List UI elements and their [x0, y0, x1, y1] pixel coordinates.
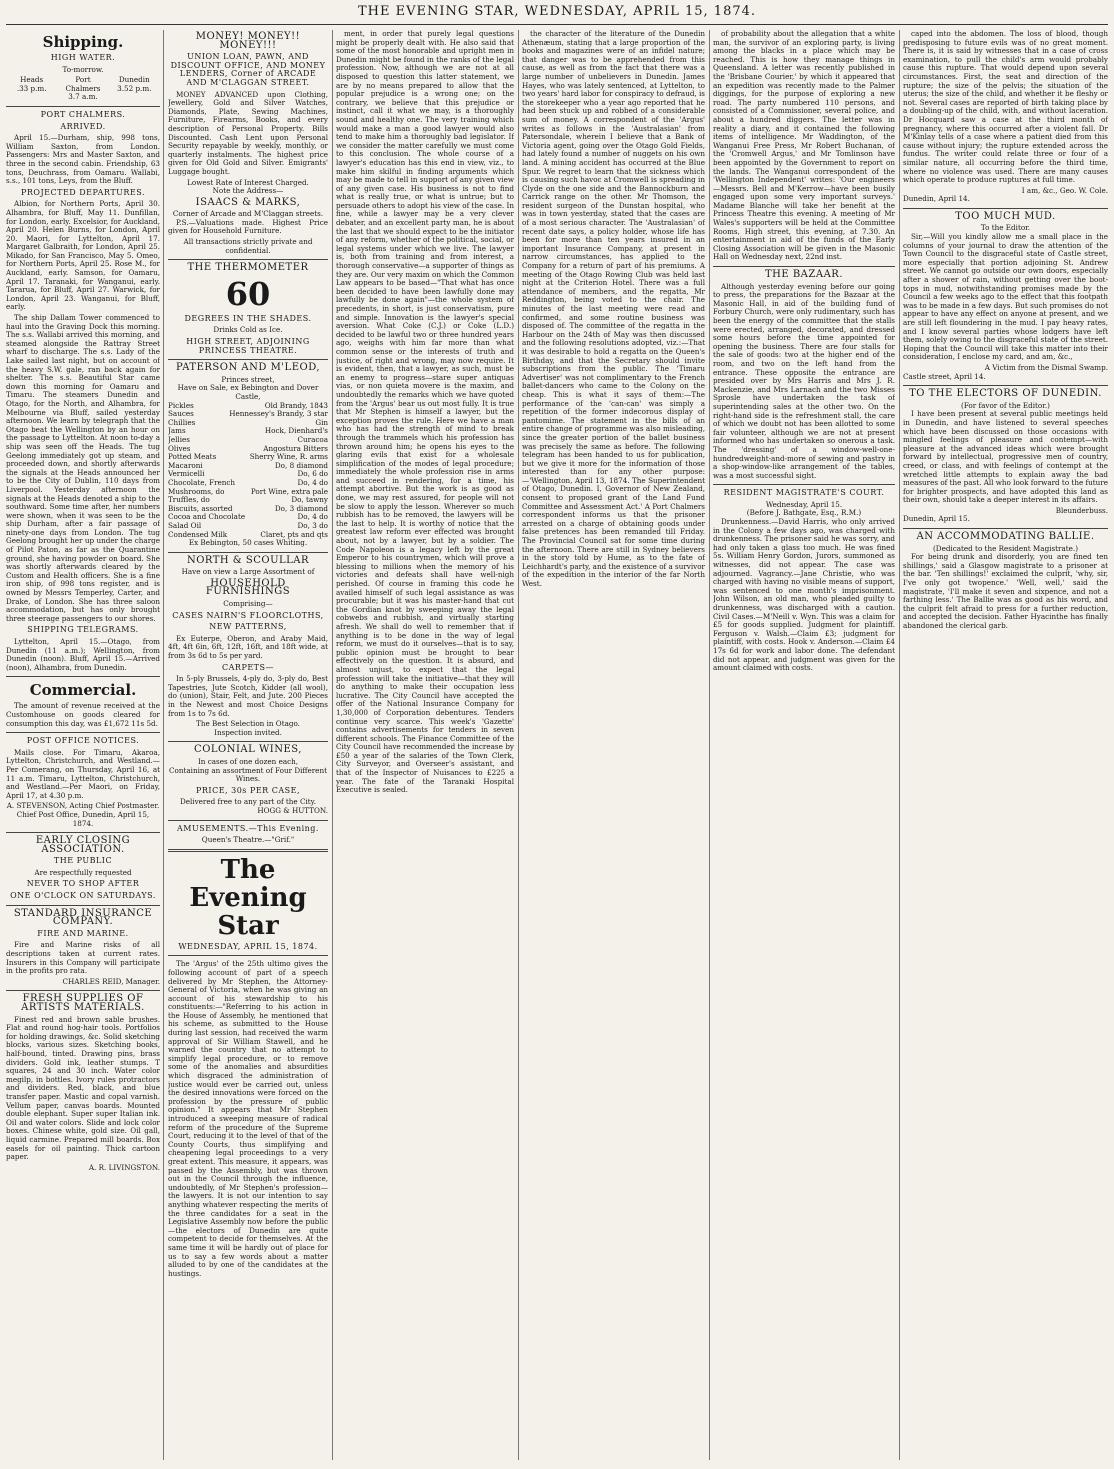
north-ex: Ex Euterpe, Oberon, and Araby Maid, 4ft, 4ft 6in, 6ft, 12ft, 16ft, and 18ft wide, at from 3s 6d to 5s per yard.	[168, 633, 328, 661]
money-all: All transactions strictly private and confidential.	[183, 237, 313, 255]
paterson-list	[168, 402, 328, 540]
standard-insurance-text: Fire and Marine risks of all descriptions taken at current rates. Insurers in this Company will participate in the profits pro rata.	[6, 940, 160, 976]
high-water-sub: To-morrow.	[62, 64, 104, 74]
list-item: Biscuits, assorted Do, 3 diamond	[168, 503, 328, 513]
rule	[903, 528, 1108, 529]
thermometer-value: 60	[225, 274, 271, 313]
rmc-before: (Before J. Bathgate, Esq., R.M.)	[746, 508, 862, 518]
rule	[6, 106, 160, 107]
list-item: Truffles, do Do, tawny	[168, 495, 328, 505]
rule	[168, 741, 328, 742]
rule	[168, 552, 328, 553]
colonial-delivery: Delivered free to any part of the City.	[179, 797, 317, 807]
list-item: Macaroni Do, 8 diamond	[168, 460, 328, 470]
rule	[6, 905, 160, 906]
money-sub: UNION LOAN, PAWN, AND DISCOUNT OFFICE, AND MONEY LENDERS, Corner of ARCADE AND M'CLAGGAN STREET.	[170, 52, 326, 87]
list-item: Sauces Hennessey's Brandy, 3 star	[168, 409, 328, 419]
colonial-sig: HOGG & HUTTON.	[257, 805, 328, 815]
north-carpets: CARPETS—	[222, 662, 274, 672]
standard-insurance-sub: FIRE AND MARINE.	[37, 928, 129, 938]
north-scoullar-title: NORTH & SCOULLAR	[186, 554, 310, 566]
thermometer-title: THE THERMOMETER	[187, 262, 309, 274]
pc-title: PORT CHALMERS.	[40, 109, 126, 119]
tide-dun: Dunedin	[118, 75, 150, 85]
standard-insurance-sig: CHARLES REID, Manager.	[62, 976, 160, 986]
colonial-line-1: In cases of one dozen each,	[197, 756, 299, 766]
money-isaacs: ISAACS & MARKS,	[195, 196, 301, 208]
money-heading: MONEY! MONEY!! MONEY!!!	[195, 31, 301, 51]
colonial-line-2: Containing an assortment of Four Different	[169, 765, 327, 775]
early-closing-line-1: THE PUBLIC	[53, 856, 113, 866]
north-carpet-text: In 5-ply Brussels, 4-ply do, 3-ply do, Best Tapestries, Jute Scotch, Kidder (all wool), do (union), Stair, Felt, and Jute. 200 Pieces in the Newest and most Choice Designs from 1s to 7s 6d.	[168, 674, 328, 718]
thermometer-deg: DEGREES IN THE SHADES.	[184, 313, 312, 323]
thermometer-addr: HIGH STREET, ADJOINING PRINCESS THEATRE.	[186, 337, 310, 355]
letter-sig: I am, &c., Geo. W. Cole.	[1021, 185, 1108, 195]
tide-pc-time: 3.7 a.m.	[68, 92, 98, 102]
column-rule	[709, 30, 710, 1460]
rule	[713, 266, 895, 267]
too-much-mud-title: TOO MUCH MUD.	[955, 210, 1056, 222]
post-office-text: Mails close. For Timaru, Akaroa, Lyttelton, Christchurch, and Westland.—Per Comerang, on Thursday, April 16, at 11 a.m. Timaru, Lyttelton, Christchurch, and Westland.—Per Maori, on Friday, April 17, at 4.30 p.m.	[6, 747, 160, 800]
arrived-text: April 15.—Durham, ship, 998 tons, William Saxton, from London. Passengers: Mrs and Master Saxton, and three in the second cabin. Friendship, 63 tons, Deuchrass, from Oamaru. Wallabi, s.s., 101 tons, Leys, from the Bluff.	[6, 133, 160, 186]
colonial-wines-title: COLONIAL WINES,	[194, 744, 302, 756]
list-item: Pickles Old Brandy, 1843	[168, 400, 328, 410]
high-water-title: HIGH WATER.	[50, 53, 116, 62]
list-item: Cocoa and Chocolate Do, 4 do	[168, 512, 328, 522]
column-6	[903, 30, 1108, 1460]
list-item: Chillies Gin	[168, 417, 328, 427]
leader-continued: ment, in order that purely legal questions might be properly dealt with. He also said that some of the most honorable and upright men in Dunedin might be found in the ranks of the legal profession. Now, although we are not at all disposed to question this latter statement, we are by no means prepared to allow that the popular prejudice is a wrong one; on the contrary, we believe that this prejudice or instinct, call it what we may, is a thoroughly sound and healthy one. The very training which would make a man a good lawyer would also tend to make him a thoroughly bad legislator. If we consider the matter carefully we must come to this conclusion. The whole course of a lawyer's education has this end in view, viz., to make him skilful in finding arguments which may be made to tell in support of any given view of any given case. His business is not to find what is really true, or what is untrue; but to persuade others to adopt his view of the case. In fine, while a lawyer may be a very clever debater, and an excellent party man, he is about the last that we should expect to be the initiator of any reform, whether of the political, social, or legal systems under which we live. The lawyer is, both from training and from interest, a thorough conservative—a supporter of things as they are. Our very maxim on which the Common Law appears to be based—"That what has once been decided to have been lawfully done may lawfully be done again"—the whole system of precedents, in short, is just conservatism, pure and simple. Innovation is the lawyer's special aversion. What Coke (C.J.) or Coke (L.D.) decided to be lawful two or three hundred years ago, weighs with him far more than what common sense or the interests of truth and justice, of right and wrong, may now require. It is evident, then, that a lawyer, as such, must be an enemy to progress—stare super antiquas vias, or non quieta movere is the maxim, and undoubtedly the remarks which we have quoted from the 'Argus' bear us out most fully. It is true that Mr Stephen is himself a lawyer, but the exception proves the rule. Here we have a man who has had the strength of mind to break through the trammels which his profession has thrown around him; he opens his eyes to the glaring evils that exist for a wholesale simplification of the modes of legal procedure; immediately the whole profession rise in arms and succeed in rendering, for a time, his attempt abortive. But the work is as good as done, we may rest assured, for people will not be slow to apply the lesson. Wherever so much rubbish has to be removed, the lawyers will be the last to help. It is worthy of notice that the greatest law reform ever effected was brought about, not by a lawyer, but by a soldier. The Code Napoleon is a legacy left by the great Emperor to his countrymen, which will prove a blessing to millions when the memory of his victories and defeats shall have well-nigh perished. Of course in framing this code he availed himself of such legal assistance as was procurable; but it was his master-hand that cut the Gordian knot by sweeping away the legal cobwebs and rubbish, and virtually starting afresh. We shall do well to remember that if anything is to be done in the way of legal reform, we must do it ourselves—that is to say, public opinion must be brought to bear effectively on the question. It is absurd, and almost unjust, to expect that the legal profession will take the initiative—that they will do anything to make their occupation less lucrative. The City Council have accepted the offer of the National Insurance Company for 1,30,000 of Corporation debentures. Tenders continue very scarce. This week's 'Gazette' contains advertisements for tenders in seven different schools. The Finance Committee of the City Council have recommended the increase by £50 a year of the salaries of the Town Clerk, City Surveyor, and Overseer's assistant, and that of the Inspector of Nuisances to £225 a year. The fate of the Taranaki Hospital Executive is sealed.	[336, 30, 514, 795]
post-office-title: POST OFFICE NOTICES.	[26, 736, 140, 746]
rmc-date: Wednesday, April 15.	[765, 499, 843, 509]
rule	[713, 484, 895, 485]
bazaar-text: Although yesterday evening before our going to press, the preparations for the Bazaar at the Masonic Hall, in aid of the building fund of Forbury Church, were only rudimentary, such has been the energy of the committee that the stalls were erected, arranged, decorated, and dressed some hours before the time appointed for opening the business. There are four stalls for the sale of goods: two at the higher end of the room, and two on the left hand from the entrance. These opposite the entrance are presided over by Mrs Harris and Mrs J. R. Mackenzie, and Mrs Larnach and the two Misses Sprosle have undertaken the task of superintending sales at the other two. On the right-hand side is the refreshment stall, the care of which we doubt not has been allotted to some fair volunteer, although we are not at present informed who has undertaken so onerous a task. The 'dressing' of a window-well-one-hundredweight-and-more of sewing and pastry in a shop-window-like arrangement of the tables, was a most successful sight.	[713, 281, 895, 480]
list-item: Salad Oil Do, 3 do	[168, 520, 328, 530]
bazaar-title: THE BAZAAR.	[764, 269, 844, 281]
ballie-sub: (Dedicated to the Resident Magistrate.)	[933, 543, 1078, 553]
too-much-mud-to: To the Editor.	[980, 223, 1031, 233]
early-closing-line-4: ONE O'CLOCK ON SATURDAYS.	[10, 891, 156, 901]
tide-heads: Heads	[20, 75, 44, 85]
paterson-have: Have on Sale, ex Bebington and Dover Castle,	[177, 383, 319, 401]
north-best: The Best Selection in Otago.	[196, 719, 300, 729]
list-item: Vermicelli Do, 6 do	[168, 469, 328, 479]
ballie-text: For being drunk and disorderly, you are fined ten shillings,' said a Glasgow magistrate to a prisoner at the bar. 'Ten shillings!' exclaimed the culprit, 'why, sir, I've only got twopence.' 'Well, well,' said the magistrate, 'I'll make it seven and sixpence, and not a farthing less.' The Ballie was as good as his word, and the culprit felt afraid to press for a further reduction, and accepted the decision. Father Hyacinthe has finally abandoned the clerical garb.	[903, 552, 1108, 630]
ballie-title: AN ACCOMMODATING BALLIE.	[916, 531, 1095, 543]
shipping-heading: Shipping.	[42, 33, 124, 51]
list-item: Chocolate, French Do, 4 do	[168, 477, 328, 487]
rule	[6, 832, 160, 833]
money-lowest: Lowest Rate of Interest Charged.	[187, 177, 309, 187]
north-household: HOUSEHOLD FURNISHINGS	[205, 577, 291, 598]
rule	[6, 990, 160, 991]
paterson-ex: Ex Bebington, 50 cases Whiting.	[188, 538, 308, 548]
rule	[903, 385, 1108, 386]
money-corner: Corner of Arcade and M'Claggan streets.	[172, 209, 324, 219]
masthead-rule	[6, 24, 1108, 25]
news-paragraphs: the character of the literature of the Dunedin Athenæum, stating that a large proportion of the books and magazines were of an infidel nature; that danger was to be apprehended from this cause, as well as from the fact that there was a large number of unbelievers in Dunedin. James Hayes, who was lately sentenced, at Lyttelton, to two years' hard labor for conspiracy to defraud, is the storekeeper who a year ago reported that he had been stuck up and robbed of a considerable sum of money. A correspondent of the 'Argus' writes as follows in the 'Australasian' from Patersondale, wherein I believe that a Bank of Victoria agent, going over the Otago Gold Fields, had lately found a number of nuggets on his own land. A mining accident has occurred at the Blue Spur. We regret to learn that the sickness which is causing such havoc at Cromwell is spreading in Clyde on the one side and the Bannockburn and Carrick range on the other. Mr Thomson, the resident surgeon of the Dunstan hospital, who was in town yesterday, stated that the cases are of a most serious character. The 'Australasian' of recent date says, a policy holder, whose life has been for more than ten years insured in an important Insurance Company, at present in narrow circumstances, has applied to the Company for a return of part of his premiums. A meeting of the Otago Rowing Club was held last night at the Criterion Hotel. There was a full attendance of members, and the regatta, Mr Reddington, being voted to the chair. The minutes of the last meeting were read and confirmed, and some routine business was disposed of. The committee of the regatta in the Harbour on the 24th of May was then discussed and the following resolutions adopted, viz.:—That it was desirable to hold a regatta on the Queen's Birthday, and that the Secretary should invite subscriptions from the public. The 'Timaru Advertiser' was not complimentary to the French ballet-dancers who came to the Colony on the cheap. This is what it says of them:—The performance of the 'can-can' was simply a repetition of the former indecorous display of pantomime. The statement in the bills of an entire change of programme was also misleading, since the greater portion of the ballet business was precisely the same as before. The following telegram has been handed to us for publication, but we give it more for the information of those interested than for any other purpose:—'Wellington, April 13, 1874. The Superintendent of Otago, Dunedin. I, Governor of New Zealand, consent to proposed grant of the Land Fund Committee and Assessment Act.' A Port Chalmers correspondent informs us that the prisoner arrested on a charge of obtaining goods under false pretences has been remanded till Friday. The Provincial Council sat for some time during the afternoon. There are still in Sydney believers in the story told by Hume, as to the fate of Leichhardt's party, and the existence of a survivor of the expedition in the interior of the far North West.	[522, 30, 705, 588]
tide-pc: Port Chalmers	[65, 75, 101, 93]
column-rule	[163, 30, 164, 1460]
rule	[903, 208, 1108, 209]
colonial-price: PRICE, 30s PER CASE,	[196, 785, 300, 795]
colonial-line-3: Wines.	[235, 774, 261, 784]
amusements-queen: Queen's Theatre.—"Grif."	[201, 835, 295, 845]
arrived-label: ARRIVED.	[60, 121, 106, 131]
column-rule	[332, 30, 333, 1460]
tide-heads-time: .33 p.m.	[16, 83, 47, 93]
electors-sub: (For favor of the Editor.)	[961, 400, 1050, 410]
electors-sig: Bleunderbuss.	[1055, 505, 1108, 515]
too-much-mud-text: Sir,—Will you kindly allow me a small place in the columns of your journal to draw the attention of the Town Council to the disgraceful state of Castle street, more especially that portion adjoining St. Andrew street. We cannot go outside our own doors, especially after a shower of rain, without getting over the boot-tops in mud, notwithstanding promises made by the Council a few weeks ago to the effect that this footpath was to be made in a few days. But such promises do not appear to have any effect on anyone at present, and we are still left floundering in the mud. I pay heavy rates, and I know several parties whose lodgers have left them, solely owing to the disgraceful state of the street. Hoping that the Council will take this matter into their consideration, I enclose my card, and am, &c.,	[903, 232, 1108, 362]
money-text: MONEY ADVANCED upon Clothing, Jewellery, Gold and Silver Watches, Diamonds, Plate, Sewing Machines, Furniture, Firearms, Books, and every description of Personal Property. Bills Discounted. Cash Lent upon Personal Security repayable by weekly, monthly, or quarterly instalments. The highest price given for Old Gold and Silver. Emigrants' Luggage bought.	[168, 89, 328, 176]
column-rule	[899, 30, 900, 1460]
rule	[168, 849, 328, 852]
letter-loc: Dunedin, April 14.	[903, 194, 970, 204]
standard-insurance-title: STANDARD INSURANCE COMPANY.	[13, 907, 153, 928]
commercial-text: The amount of revenue received at the Customhouse on goods cleared for consumption this day, was £1,672 11s 5d.	[6, 701, 160, 728]
money-note: Note the Address—	[212, 186, 284, 196]
column-1	[6, 30, 160, 1460]
projected-label: PROJECTED DEPARTURES.	[20, 187, 145, 197]
too-much-mud-sig: A Victim from the Dismal Swamp.	[984, 362, 1108, 372]
shipping-telegrams-text: Lyttelton, April 15.—Otago, from Dunedin (11 a.m.); Wellington, from Dunedin (noon). Bluff, April 15.—Arrived (noon), Alhambra, from Dunedin.	[6, 637, 160, 672]
north-invited: Inspection invited.	[214, 727, 282, 737]
north-have: Have on view a Large Assortment of	[181, 567, 315, 577]
rule	[168, 955, 328, 956]
paper-date: WEDNESDAY, APRIL 15, 1874.	[178, 941, 318, 951]
leader-article: The 'Argus' of the 25th ultimo gives the following account of part of a speech delivered by Mr Stephen, the Attorney-General of Victoria, when he was giving an account of his stewardship to his constituents:—"Referring to his action in the House of Assembly, he mentioned that his scheme, as submitted to the House during last session, had received the warm approval of Sir William Stawell, and he warned the country that no attempt to simplify legal procedure, or to remove some of the anomalies and absurdities which disgraced the administration of justice would ever be carried out, unless the desired innovations were forced on the profession by the pressure of public opinion." It appears that Mr Stephen introduced a sweeping measure of radical reform of the procedure of the Supreme Court, reducing it to the level of that of the County Courts, thus simplifying and cheapening legal proceedings to a very great extent. This measure, it appears, was passed by the Assembly, but was thrown out in the Council through the influence, undoubtedly, of Mr Stephen's profession—the lawyers. It is not our intention to say anything whatever respecting the merits of the three candidates for a seat in the Legislative Assembly now before the public—the electors of Dunedin are quite competent to decide for themselves. At the same time it will be hardly out of place for us to say a few words about a matter alluded to by one of the candidates at the hustings.	[168, 959, 328, 1278]
rmc-text: Drunkenness.—David Harris, who only arrived in the Colony a few days ago, was charged with drunkenness. The prisoner said he was sorry, and had only taken a glass too much. He was fined 5s. William Henry Gordon, Jurors, summoned as witnesses, did not appear. The case was adjourned. Vagrancy.—Jane Christie, who was charged with having no visible means of support, was sentenced to one month's imprisonment. John Wilson, an old man, who pleaded guilty to drunkenness, was discharged with a caution. Civil Cases.—M'Neill v. Wyn. This was a claim for £5 for goods supplied. Judgment for plaintiff. Ferguson v. Walsh.—Claim £3; judgment for plaintiff, with costs. Hook v. Anderson.—Claim £4 17s 6d for work and labor done. The defendant did not appear, and judgment was given for the amount claimed with costs.	[713, 517, 895, 673]
paterson-title: PATERSON AND M'LEOD,	[175, 362, 321, 374]
early-closing-line-3: NEVER TO SHOP AFTER	[26, 879, 140, 889]
column-rule	[518, 30, 519, 1460]
electors-text: I have been present at several public meetings held in Dunedin, and have listened to several speeches which have been discussed on those occasions with mingled feelings of pleasure and contempt—with pleasure at the advanced ideas which were brought forward by intellectual, progressive men of country, creed, or class, and with feelings of contempt at the wretched little attempts to explain away the bad measures of the past. All who look forward to the future for brighter prospects, and have adopted this land as their own, should take a deeper interest in its affairs.	[903, 409, 1108, 505]
masthead: THE EVENING STAR, WEDNESDAY, APRIL 15, 1874.	[357, 4, 757, 19]
money-ps: P.S.—Valuations made. Highest Price given for Household Furniture.	[168, 217, 328, 236]
rule	[168, 359, 328, 360]
artists-materials-text: Finest red and brown sable brushes. Flat and round hog-hair tools. Portfolios for holding drawings, &c. Solid sketching blocks, various sizes. Sketching books, half-bound, tinted. Drawing pins, brass dividers. Gold ink, leather stumps. T squares, 24 and 30 inch. Water color megilp, in bottles. Ivory rules protractors and dividers. Red, black, and blue transfer paper. Mastic and copal varnish. Vellum paper, canvas boards. Mounted double elephant. Super super Italian ink. Oil and water colors. Slide and lock color boxes. Chinese white, gold size. Oil gall, liquid carmine. Prepared mill boards. Box easels for oil painting. Thick cartoon paper.	[6, 1014, 160, 1162]
column-2	[168, 30, 328, 1460]
artists-materials-sig: A. R. LIVINGSTON.	[88, 1162, 160, 1172]
thermometer-drinks: Drinks Cold as Ice.	[213, 325, 283, 335]
tide-dun-time: 3.52 p.m.	[117, 83, 152, 93]
rule	[168, 259, 328, 260]
commercial-heading: Commercial.	[29, 681, 137, 700]
amusements-heading: AMUSEMENTS.—This Evening.	[177, 823, 319, 833]
north-new: NEW PATTERNS,	[209, 622, 287, 632]
rmc-title: RESIDENT MAGISTRATE'S COURT.	[723, 488, 885, 498]
post-office-sig: A. STEVENSON, Acting Chief Postmaster. Chief Post Office, Dunedin, April 15, 1874.	[6, 801, 160, 828]
letter-continued: caped into the abdomen. The loss of blood, though predisposing to future evils was of no great moment. There is, it is said by witnesses that in a case of cross examination, to pull the child's arm would probably cause this rupture. That would depend upon several circumstances. First, the seat and direction of the rupture; the size of the pelvis; the situation of the uterus; the size of the child, and whether it be fleshy or not. Several cases are reported of birth taking place by a doubling-up of the child, with, and without laceration. Dr Hocquard saw a case at the third month of pregnancy, where this occurred after a violent fall. Dr M'Kinlay tells of a case where a patient died from this cause without injury; the rupture extended across the fundus. The writer could relate three or four of a similar nature, all occurring before the third time, where no violence was used. There are many causes which operate to produce ruptures at full time.	[903, 30, 1108, 185]
north-comp: Comprising—	[223, 599, 273, 609]
list-item: Jellies Curacoa	[168, 434, 328, 444]
list-item: Potted Meats Sherry Wine, R. arms	[168, 452, 328, 462]
column-3	[336, 30, 514, 1460]
north-cases: CASES NAIRN'S FLOORCLOTHS,	[172, 610, 324, 620]
news-paragraphs-continued: of probability about the allegation that a white man, the survivor of an exploring party, is living among the blacks in a place which may be reached. This is how they manage things in Queensland. A letter was recently published in the 'Brisbane Courier,' by which it appeared that an expedition was recently made to the Palmer diggings, for the purpose of exploring a new road. The party numbered 110 persons, and consisted of a Commissioner, several police, and about a hundred diggers. The letter was in reality a diary, and it contained the following items of intelligence. Mr Waddington, of the Wanganui Free Press, Mr Robert Buchanan, of the 'Cromwell Argus,' and Mr Tomlinson have been appointed by the Government to report on the lands. The Wanganui correspondent of the 'Wellington Independent' writes: 'Our engineers—Messrs. Bell and M'Kerrow—have been busily engaged upon some very important surveys.' Madame Blanche will take her benefit at the Princess Theatre this evening. A meeting of Mr Wales's supporters will be held at the Committee Rooms, High street, this evening, at 7.30. An entertainment in aid of the funds of the Early Closing Association will be given in the Masonic Hall on Wednesday next, 22nd inst.	[713, 30, 895, 262]
early-closing-line-2: Are respectfully requested	[34, 867, 132, 877]
projected-text: Albion, for Northern Ports, April 30. Alhambra, for Bluff, May 11. Dunfillan, for London, early. Excelsior, for Auckland, April 20. Helen Burns, for London, April 20. Maori, for Lyttelton, April 17. Margaret Galbraith, for London, April 25. Mikado, for San Francisco, May 5. Omeo, for Northern Ports, April 25. Rose M., for Auckland, early. Samson, for Oamaru, April 17. Taranaki, for Wanganui, early. Tararua, for Bluff, April 27. Warwick, for London, April 23. Wanganui, for Bluff, early.	[6, 199, 160, 312]
column-5	[713, 30, 895, 1460]
paper-title: The Evening Star	[189, 854, 307, 941]
early-closing-title: EARLY CLOSING ASSOCIATION.	[35, 835, 131, 855]
rule	[168, 820, 328, 821]
column-4	[522, 30, 705, 1460]
list-item: Mushrooms, do Port Wine, extra pale	[168, 486, 328, 496]
list-item: Jams Hock, Dienhard's	[168, 426, 328, 436]
shipping-telegrams-title: SHIPPING TELEGRAMS.	[27, 625, 139, 635]
too-much-mud-loc: Castle street, April 14.	[903, 371, 986, 381]
shipping-news: The ship Dallam Tower commenced to haul into the Graving Dock this morning. The s.s. Wallabi arrived this morning, and steamed alongside the Rattray Street wharf to discharge. The s.s. Lady of the Lake sailed last night, but on account of the heavy S.W. gale, ran back again for shelter. The s.s. Beautiful Star came down this morning for Oamaru and Timaru. The steamers Dunedin and Otago, for the North, and Alhambra, for Melbourne via Bluff, sailed yesterday afternoon. We learn by telegraph that the Otago beat the Wellington by an hour on the passage to Lyttelton. At noon to-day a ship was seen off the Heads. The tug Geelong immediately got up steam, and proceeded down, and shortly afterwards the signals at the Heads announced her to be the City of Dublin, 110 days from Liverpool. Yesterday afternoon the signals at the Heads denoted a ship to the southward. Some time after, her numbers were shown, when it was seen to be the ship Durham, after a fair passage of ninety-one days from London. The tug Geelong brought her up under the charge of Pilot Paton, as far as the Quarantine ground, she having powder on board. She was shortly afterwards cleared by the Custom and Health officers. She is a fine iron ship, of 998 tons register, and is owned by Messrs Temperley, Carter, and Drake, of London. She has three saloon accommodation, but has only brought three steerage passengers to our shores.	[6, 313, 160, 623]
rule	[6, 732, 160, 733]
paterson-sub: Princes street,	[221, 374, 275, 384]
list-item: Condensed Milk Claret, pts and qts	[168, 529, 328, 539]
artists-materials-title: FRESH SUPPLIES OF ARTISTS MATERIALS.	[21, 993, 145, 1013]
tide-table	[6, 76, 160, 102]
electors-title: TO THE ELECTORS OF DUNEDIN.	[909, 388, 1102, 400]
list-item: Olives Angostura Bitters	[168, 443, 328, 453]
rule	[6, 676, 160, 677]
electors-loc: Dunedin, April 15.	[903, 514, 970, 524]
